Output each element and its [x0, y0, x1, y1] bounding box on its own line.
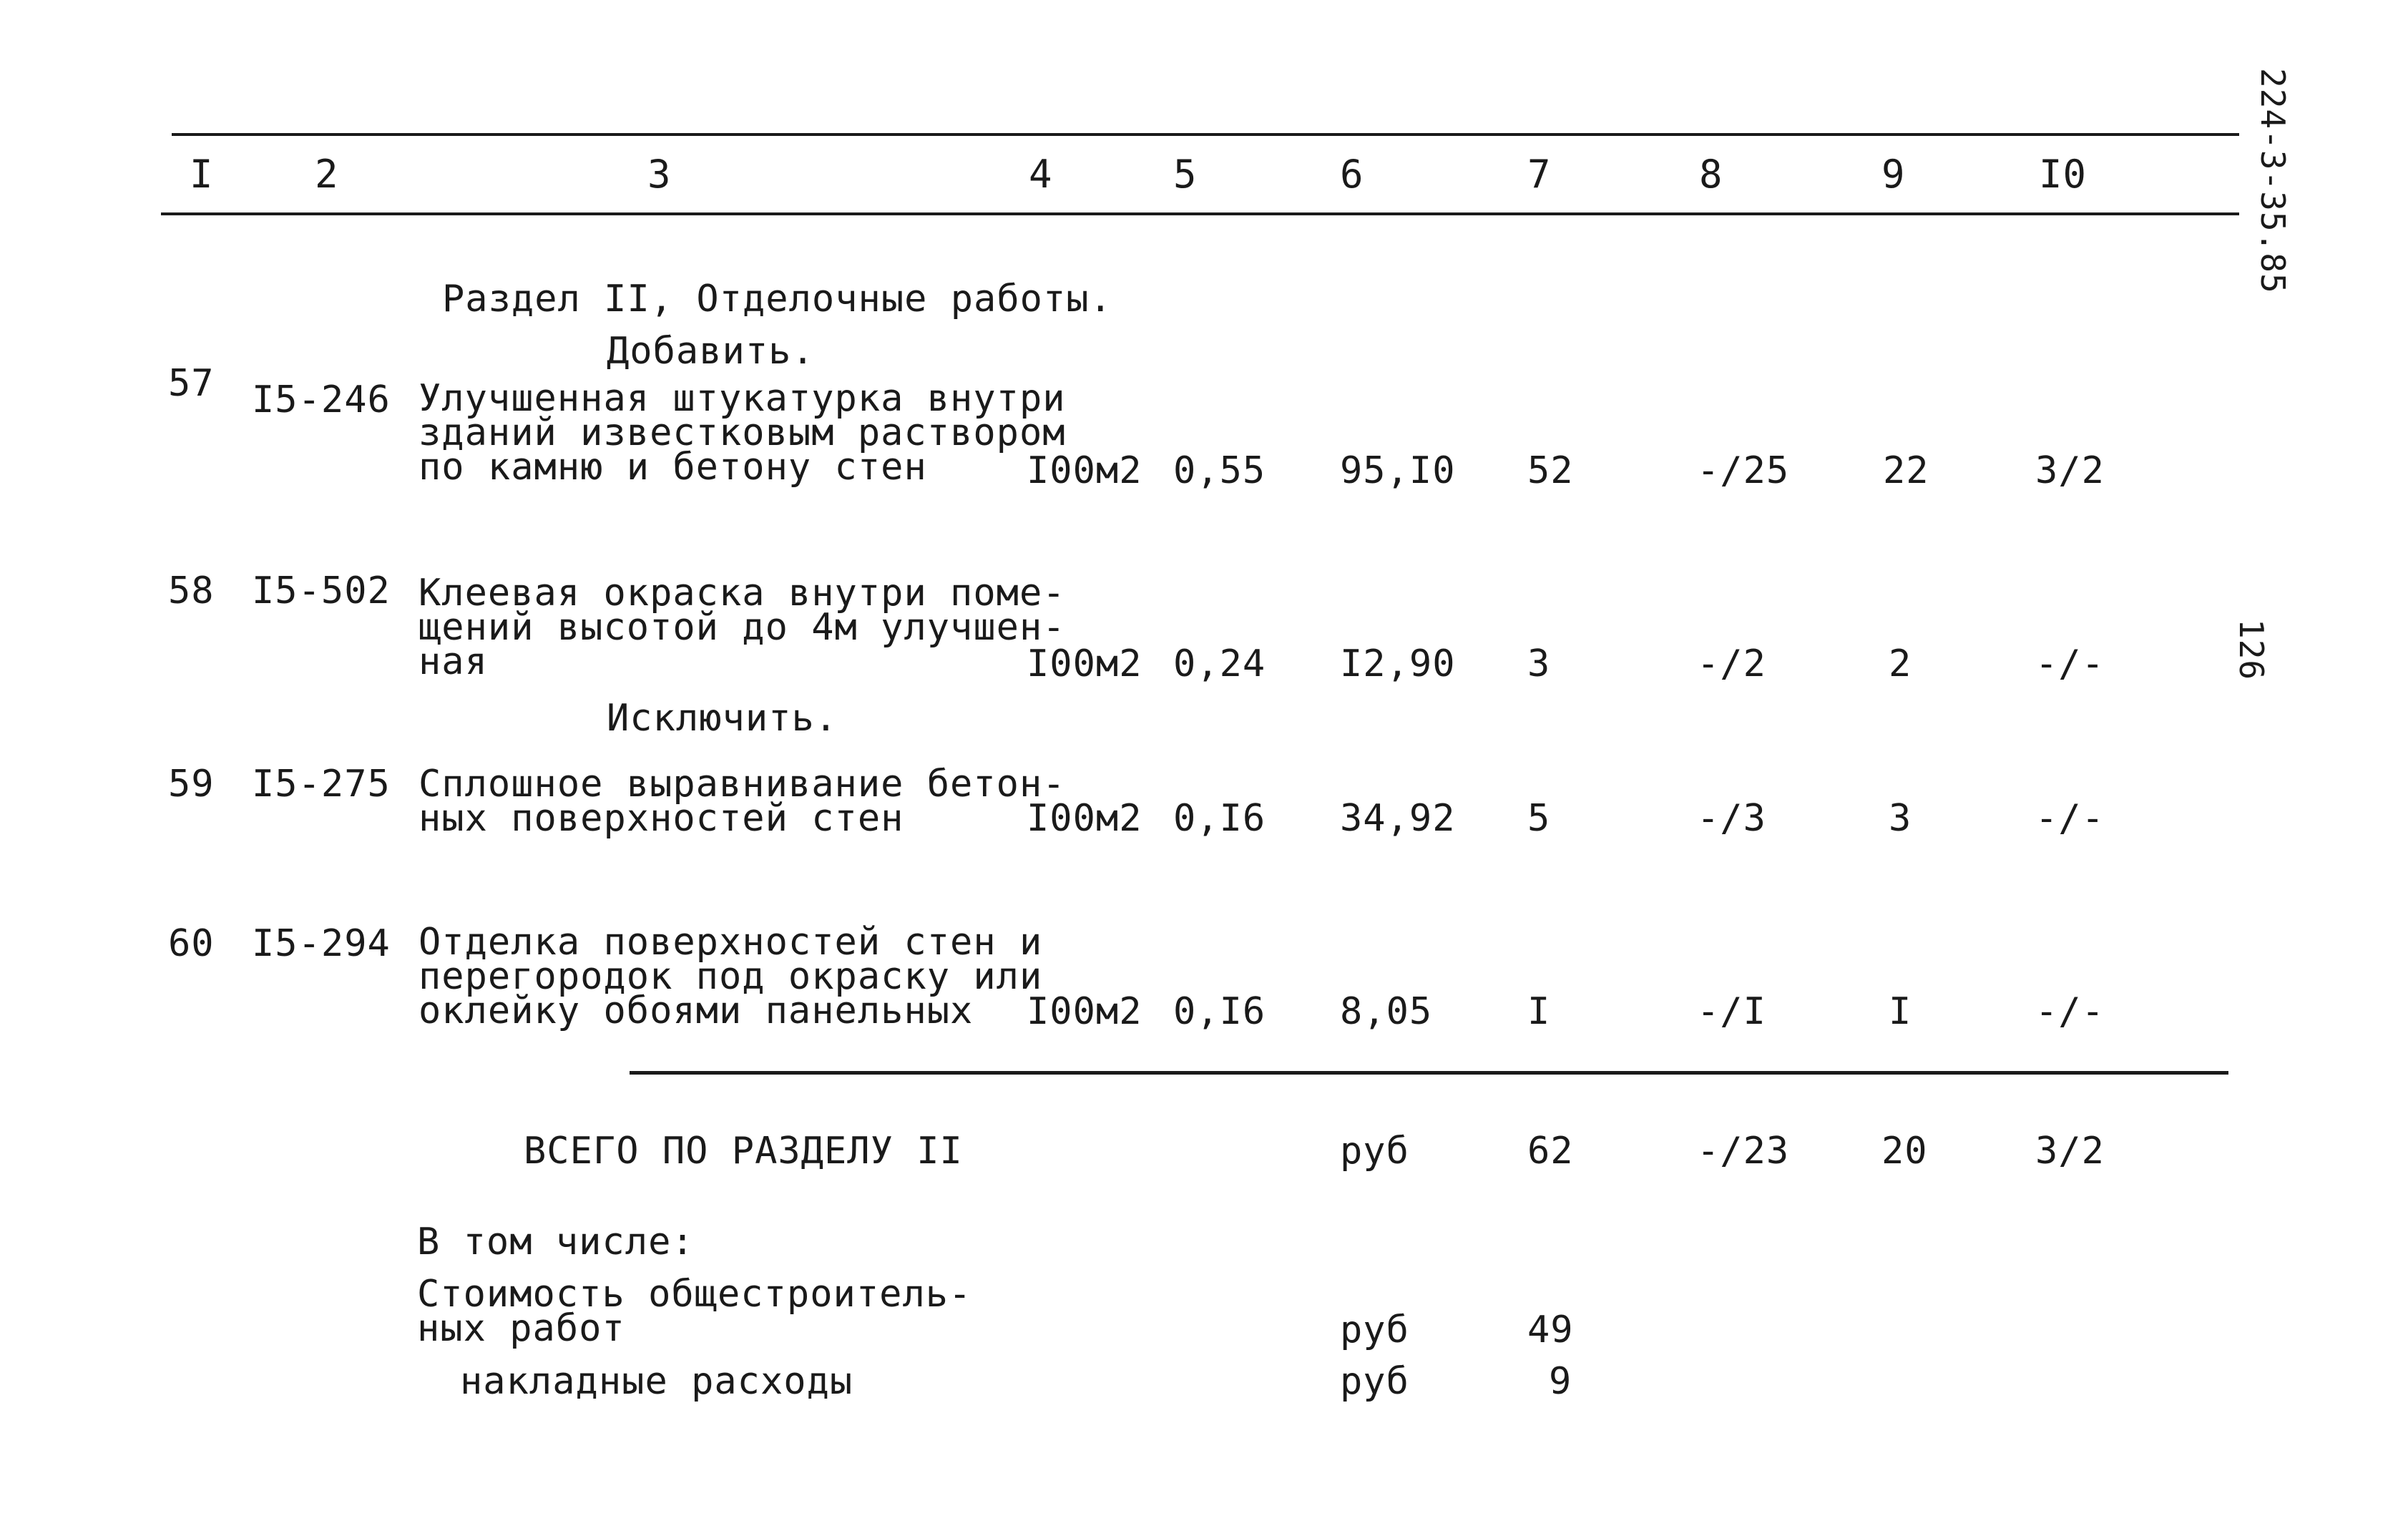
col-header-6: 6 — [1340, 152, 1364, 197]
general-works-label-line: ных работ — [417, 1307, 625, 1350]
general-works-value: 49 — [1527, 1309, 1574, 1351]
row-total: 3 — [1527, 642, 1551, 685]
row-number: 58 — [168, 569, 215, 612]
row-description-line: ных поверхностей стен — [419, 797, 904, 840]
row-quantity: 0,I6 — [1173, 797, 1266, 840]
header-bottom-rule — [161, 212, 2239, 215]
row-code: I5-502 — [252, 569, 391, 612]
row-machine: 2 — [1889, 642, 1912, 685]
summary-unit: руб — [1340, 1130, 1409, 1173]
summary-total: 62 — [1527, 1130, 1574, 1173]
col-header-7: 7 — [1527, 152, 1552, 197]
row-materials: -/- — [2035, 797, 2105, 840]
col-header-1: I — [190, 152, 214, 197]
row-unit: I00м2 — [1027, 642, 1142, 685]
row-wage: -/I — [1697, 990, 1766, 1033]
exclude-label: Исключить. — [607, 697, 838, 740]
col-header-3: 3 — [647, 152, 672, 197]
col-header-2: 2 — [315, 152, 339, 197]
row-description-line: по камню и бетону стен — [419, 446, 927, 489]
row-code: I5-275 — [252, 763, 391, 806]
row-description-line: зданий известковым раствором — [419, 411, 1066, 454]
col-header-10: I0 — [2039, 152, 2088, 197]
overhead-label: накладные расходы — [460, 1360, 853, 1403]
page-number: 126 — [2232, 619, 2271, 681]
document-code: 224-3-35.85 — [2253, 68, 2292, 294]
row-description — [419, 763, 1066, 840]
row-materials: -/- — [2035, 990, 2105, 1033]
row-unit: I00м2 — [1027, 797, 1142, 840]
row-number: 57 — [168, 362, 215, 405]
row-quantity: 0,55 — [1173, 449, 1266, 492]
row-description-line: Клеевая окраска внутри поме- — [419, 572, 1066, 615]
row-description-line: щений высотой до 4м улучшен- — [419, 606, 1066, 649]
row-total: 52 — [1527, 449, 1574, 492]
summary-rule — [630, 1071, 2228, 1075]
row-quantity: 0,24 — [1173, 642, 1266, 685]
row-wage: -/3 — [1697, 797, 1766, 840]
row-code: I5-246 — [252, 378, 391, 421]
summary-machine: 20 — [1881, 1130, 1928, 1173]
row-description-line: Сплошное выравнивание бетон- — [419, 763, 1066, 806]
general-works-label-line: Стоимость общестроитель- — [417, 1273, 972, 1316]
row-number: 60 — [168, 922, 215, 965]
row-materials: -/- — [2035, 642, 2105, 685]
row-description-line: ная — [419, 640, 488, 683]
col-header-4: 4 — [1029, 152, 1053, 197]
summary-materials: 3/2 — [2035, 1130, 2105, 1173]
overhead-value: 9 — [1549, 1360, 1572, 1403]
row-unit-price: I2,90 — [1340, 642, 1456, 685]
breakdown-intro: В том числе: — [417, 1221, 695, 1263]
col-header-5: 5 — [1173, 152, 1198, 197]
row-quantity: 0,I6 — [1173, 990, 1266, 1033]
row-number: 59 — [168, 763, 215, 806]
row-wage: -/25 — [1697, 449, 1790, 492]
summary-label: ВСЕГО ПО РАЗДЕЛУ II — [524, 1130, 963, 1173]
row-total: 5 — [1527, 797, 1551, 840]
row-machine: I — [1889, 990, 1912, 1033]
row-unit: I00м2 — [1027, 449, 1142, 492]
row-unit-price: 34,92 — [1340, 797, 1456, 840]
general-works-label — [417, 1273, 972, 1350]
row-unit-price: 8,05 — [1340, 990, 1433, 1033]
row-description-line: оклейку обоями панельных — [419, 989, 974, 1032]
row-description-line: перегородок под окраску или — [419, 955, 1043, 998]
row-materials: 3/2 — [2035, 449, 2105, 492]
row-machine: 3 — [1889, 797, 1912, 840]
row-machine: 22 — [1883, 449, 1929, 492]
row-wage: -/2 — [1697, 642, 1766, 685]
row-total: I — [1527, 990, 1551, 1033]
add-label: Добавить. — [607, 330, 815, 373]
col-header-9: 9 — [1881, 152, 1906, 197]
header-top-rule — [172, 133, 2239, 136]
summary-wage: -/23 — [1697, 1130, 1790, 1173]
section-title: Раздел II, Отделочные работы. — [442, 278, 1112, 321]
overhead-unit: руб — [1340, 1360, 1409, 1403]
row-unit: I00м2 — [1027, 990, 1142, 1033]
row-code: I5-294 — [252, 922, 391, 965]
row-description — [419, 377, 1066, 489]
row-unit-price: 95,I0 — [1340, 449, 1456, 492]
row-description — [419, 572, 1066, 683]
col-header-8: 8 — [1699, 152, 1723, 197]
row-description-line: Отделка поверхностей стен и — [419, 921, 1043, 964]
row-description — [419, 921, 1043, 1032]
general-works-unit: руб — [1340, 1309, 1409, 1351]
row-description-line: Улучшенная штукатурка внутри — [419, 377, 1066, 420]
